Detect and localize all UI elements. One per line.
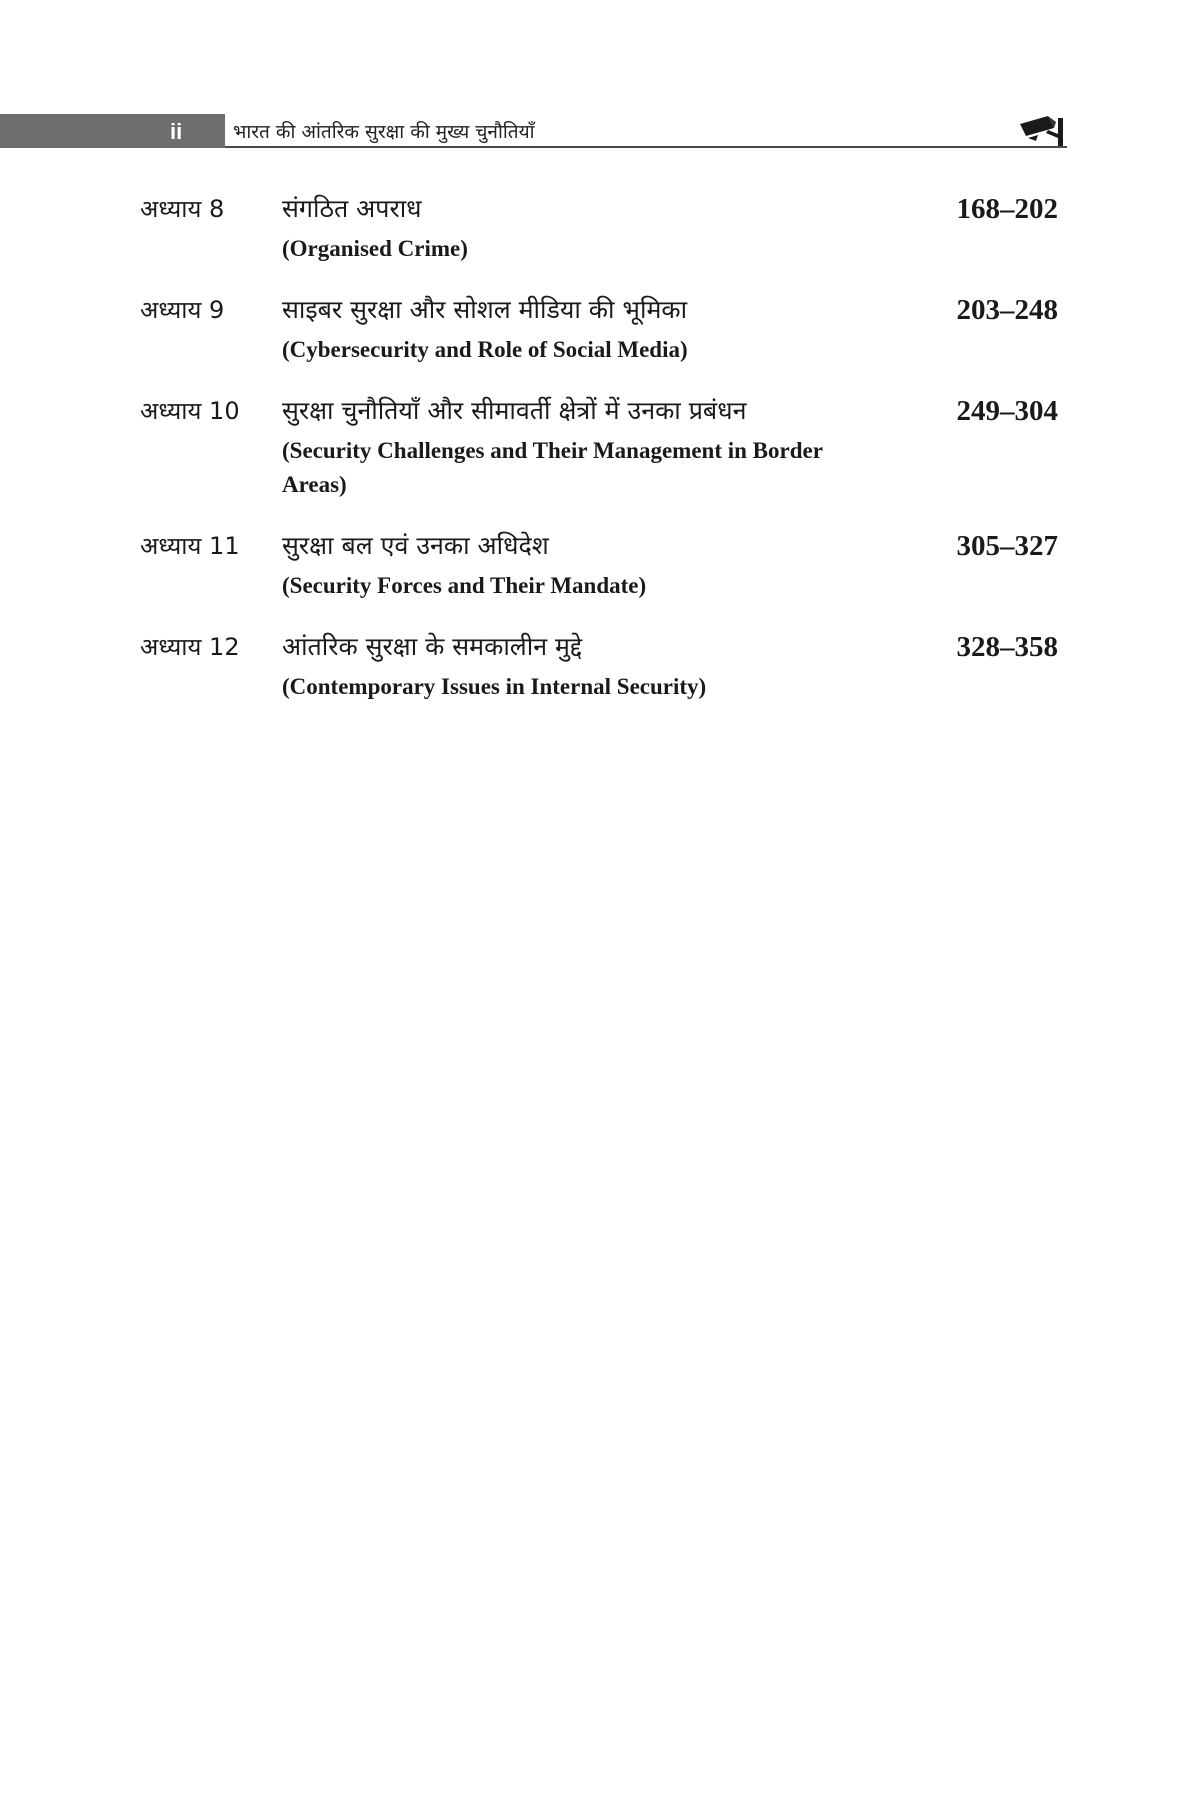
chapter-label: अध्याय 9	[140, 296, 225, 324]
chapter-title-english: (Contemporary Issues in Internal Security)	[282, 674, 707, 699]
chapter-title-hindi: आंतरिक सुरक्षा के समकालीन मुद्दे	[282, 632, 583, 661]
chapter-title-english: (Organised Crime)	[282, 236, 468, 261]
page-range: 168–202	[956, 193, 1058, 225]
chapter-title-english: (Security Challenges and Their Management in Border Areas)	[282, 438, 823, 497]
chapter-label: अध्याय 12	[140, 633, 240, 661]
chapter-title-hindi: साइबर सुरक्षा और सोशल मीडिया की भूमिका	[282, 295, 688, 324]
chapter-label: अध्याय 11	[140, 532, 240, 560]
chapter-title-hindi: सुरक्षा बल एवं उनका अधिदेश	[282, 531, 549, 560]
page-range: 249–304	[956, 395, 1058, 427]
chapter-title-english: (Cybersecurity and Role of Social Media)	[282, 337, 688, 362]
page-number: ii	[170, 119, 183, 144]
chapter-title-hindi: संगठित अपराध	[282, 194, 422, 223]
page-range: 203–248	[956, 294, 1058, 326]
chapter-label: अध्याय 10	[140, 397, 240, 425]
chapter-label: अध्याय 8	[140, 195, 225, 223]
running-title: भारत की आंतरिक सुरक्षा की मुख्य चुनौतियाँ	[233, 121, 535, 143]
chapter-title-english: (Security Forces and Their Mandate)	[282, 573, 647, 598]
page-range: 328–358	[956, 631, 1058, 663]
page-range: 305–327	[956, 530, 1058, 562]
chapter-title-hindi: सुरक्षा चुनौतियाँ और सीमावर्ती क्षेत्रों में उनका प्रबंधन	[282, 396, 747, 425]
